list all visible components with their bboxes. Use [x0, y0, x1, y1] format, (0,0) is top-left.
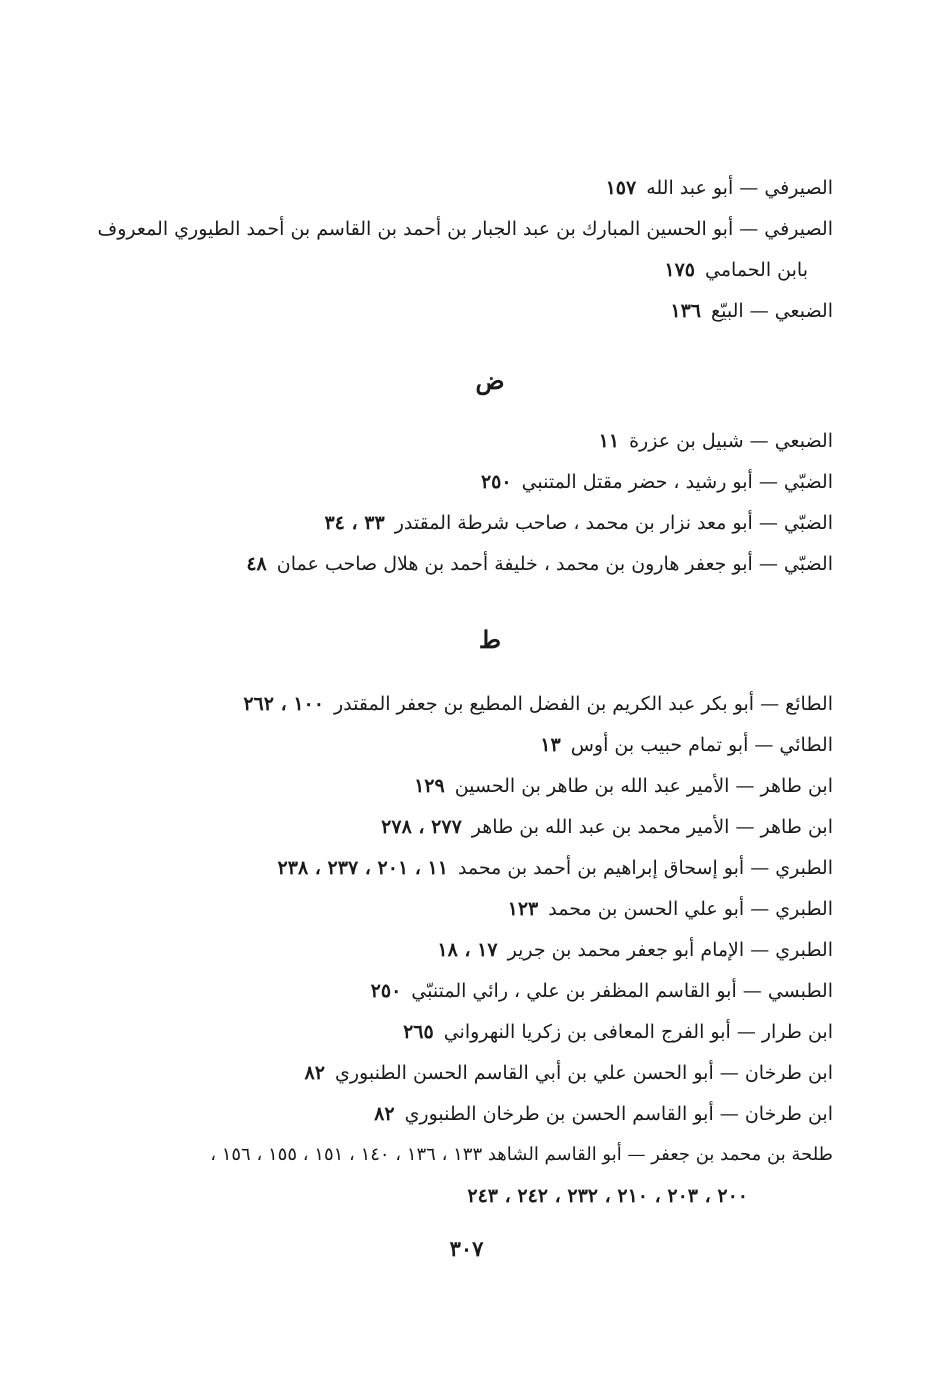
entry-text: ابن طاهر — الأمير عبد الله بن طاهر بن الحسين: [454, 775, 833, 797]
entry-pages: ١١: [598, 430, 620, 452]
entry-pages: ١٢٩: [414, 775, 445, 797]
entry-text: الضبعي — البيّع: [710, 300, 833, 322]
index-entry-continuation: [664, 256, 808, 284]
index-entry: [98, 215, 833, 243]
entry-pages: ٢٧٧ ، ٢٧٨: [381, 816, 462, 838]
entry-text: الطبري — أبو إسحاق إبراهيم بن أحمد بن محمد: [457, 857, 833, 879]
entry-text: ابن طاهر — الأمير محمد بن عبد الله بن طاهر: [471, 816, 833, 838]
entry-pages: ١٣٦: [670, 300, 701, 322]
entry-text: الصيرفي — أبو الحسين المبارك بن عبد الجبار بن أحمد بن القاسم بن أحمد الطيوري المعروف: [97, 218, 833, 240]
index-entry: [371, 977, 833, 1005]
index-entry: [243, 690, 833, 718]
entry-pages: ١٧ ، ١٨: [437, 939, 498, 961]
entry-pages: ١٢٣: [507, 898, 539, 920]
entry-text: طلحة بن محمد بن جعفر — أبو القاسم الشاهد ١٣٣ ، ١٣٦ ، ١٤٠ ، ١٥١ ، ١٥٥ ، ١٥٦ ،: [210, 1144, 833, 1165]
index-entry: [414, 772, 833, 800]
entry-text: الضبعي — شبيل بن عزرة: [629, 430, 833, 452]
entry-text: ابن طرار — أبو الفرج المعافى بن زكريا النهرواني: [443, 1021, 833, 1043]
entry-pages: ٣٣ ، ٣٤: [324, 512, 385, 534]
index-entry: [381, 813, 833, 841]
entry-text: بابن الحمامي: [705, 259, 808, 281]
entry-text: الطبري — الإمام أبو جعفر محمد بن جرير: [507, 939, 833, 961]
index-entry: [305, 1059, 833, 1087]
entry-pages: ١٣: [540, 734, 561, 756]
index-entry: [481, 468, 833, 496]
entry-text: الضبّي — أبو جعفر هارون بن محمد ، خليفة أحمد بن هلال صاحب عمان: [276, 553, 833, 575]
entry-pages: ١٥٧: [605, 177, 637, 199]
section-letter-dad: ض: [475, 366, 505, 395]
entry-pages: ٢٠٠ ، ٢٠٣ ، ٢١٠ ، ٢٣٢ ، ٢٤٢ ، ٢٤٣: [467, 1185, 748, 1207]
index-entry: [278, 854, 833, 882]
entry-text: الضبّي — أبو معد نزار بن محمد ، صاحب شرطة المقتدر: [394, 512, 833, 534]
entry-pages: ١١ ، ٢٠١ ، ٢٣٧ ، ٢٣٨: [277, 857, 448, 879]
entry-pages: ١٧٥: [664, 259, 695, 281]
index-entry: [403, 1018, 833, 1046]
entry-text: الطائي — أبو تمام حبيب بن أوس: [570, 734, 833, 756]
entry-pages: ٨٢: [374, 1103, 395, 1125]
entry-pages: ٨٢: [304, 1062, 325, 1084]
entry-pages: ٢٦٥: [403, 1021, 434, 1043]
entry-pages: ١٠٠ ، ٢٦٢: [243, 693, 324, 715]
entry-text: ابن طرخان — أبو القاسم الحسن بن طرخان الطنبوري: [404, 1103, 833, 1125]
entry-text: الطبسي — أبو القاسم المظفر بن علي ، رائي المتنبّي: [411, 980, 833, 1002]
entry-text: الصيرفي — أبو عبد الله: [646, 177, 833, 199]
index-entry: [599, 427, 833, 455]
entry-pages: ٤٨: [246, 553, 267, 575]
section-letter-ta: ط: [478, 625, 502, 654]
entry-text: ابن طرخان — أبو الحسن علي بن أبي القاسم الحسن الطنبوري: [334, 1062, 833, 1084]
index-entry-continuation: [467, 1182, 748, 1210]
index-entry: [374, 1100, 833, 1128]
index-entry: [670, 297, 833, 325]
entry-text: الطبري — أبو علي الحسن بن محمد: [548, 898, 833, 920]
entry-pages: ٢٥٠: [480, 471, 512, 493]
index-entry: [508, 895, 833, 923]
entry-text: الطائع — أبو بكر عبد الكريم بن الفضل المطيع بن جعفر المقتدر: [333, 693, 833, 715]
index-entry: [606, 174, 833, 202]
entry-text: الضبّي — أبو رشيد ، حضر مقتل المتنبي: [521, 471, 833, 493]
page-number: ٣٠٧: [449, 1236, 484, 1261]
index-entry: [540, 731, 833, 759]
index-entry: [324, 509, 833, 537]
entry-pages: ٢٥٠: [370, 980, 402, 1002]
index-entry: [437, 936, 833, 964]
index-entry: [246, 550, 833, 578]
index-entry: [210, 1141, 833, 1169]
